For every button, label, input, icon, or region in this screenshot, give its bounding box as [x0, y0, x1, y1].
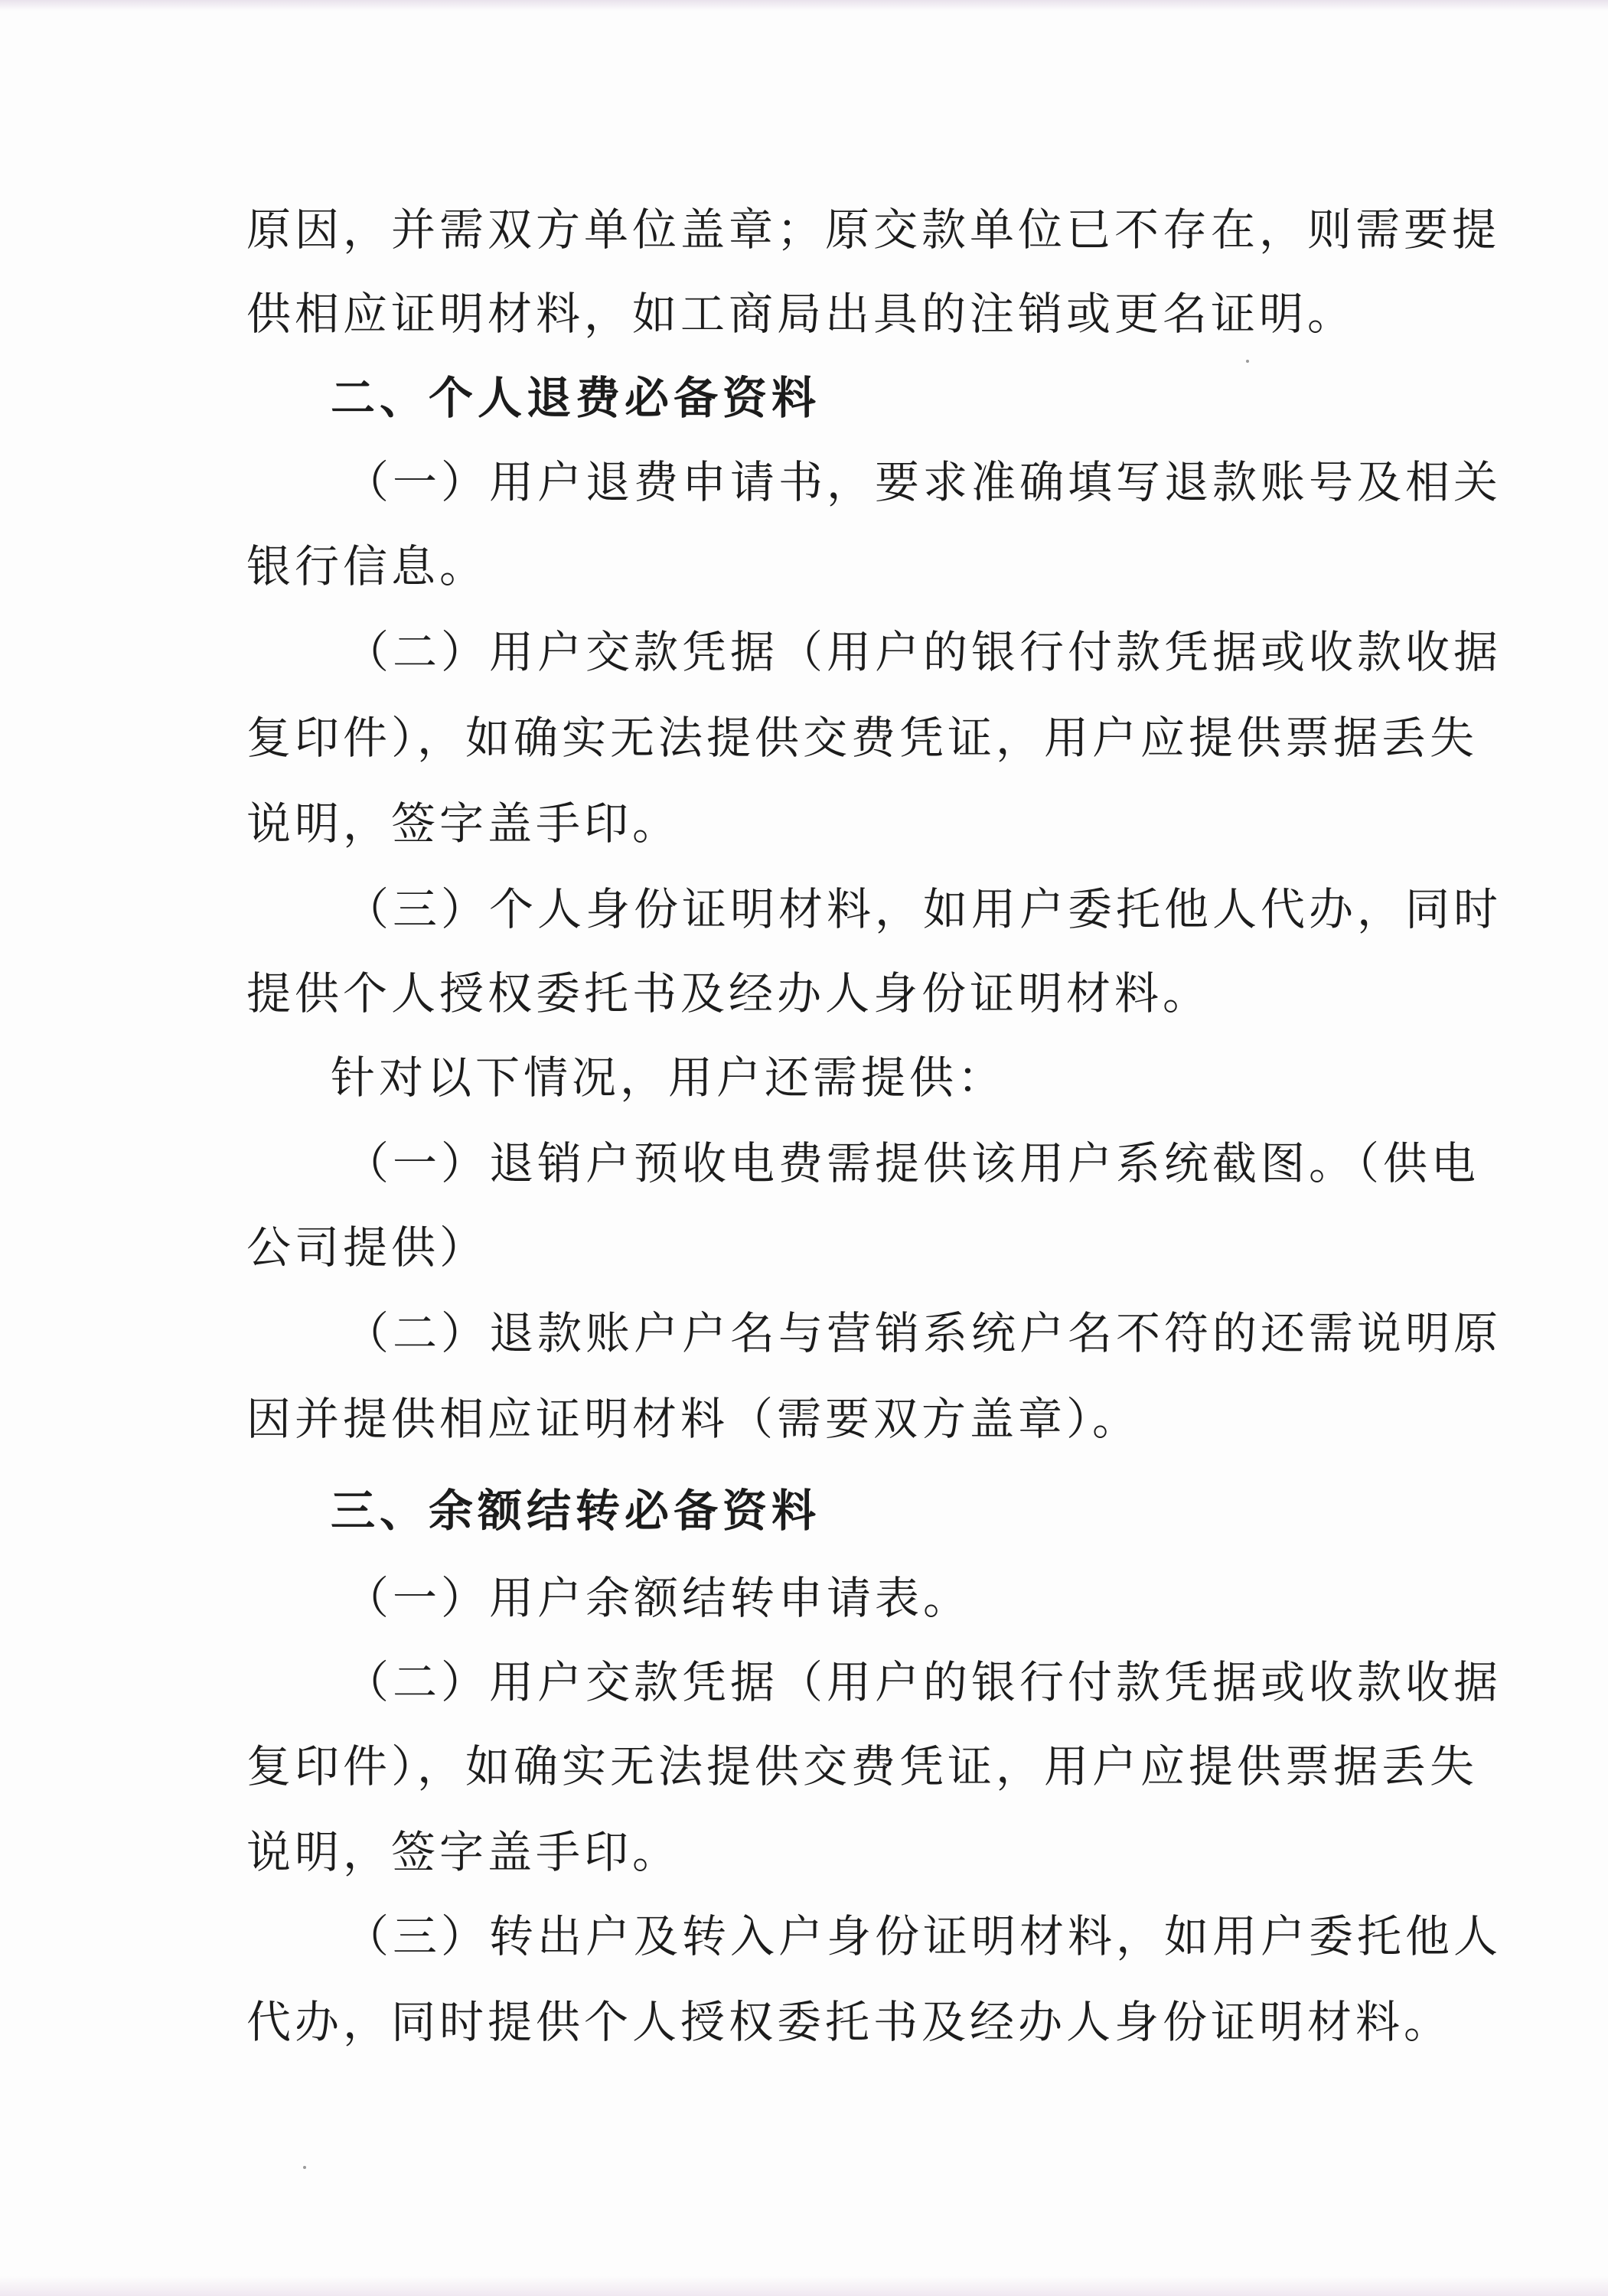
- paragraph-line: （一）退销户预收电费需提供该用户系统截图。（供电: [344, 1137, 1480, 1189]
- paragraph-line: 提供个人授权委托书及经办人身份证明材料。: [246, 967, 1212, 1019]
- paragraph-line: （三）个人身份证明材料，如用户委托他人代办，同时: [344, 883, 1502, 935]
- paragraph-line: 原因，并需双方单位盖章；原交款单位已不存在，则需要提: [246, 204, 1501, 256]
- scan-speck: [303, 2166, 306, 2169]
- section-heading: 二、个人退费必备资料: [331, 372, 821, 424]
- paragraph-line: 复印件），如确实无法提供交费凭证，用户应提供票据丢失: [246, 1740, 1479, 1792]
- paragraph-line: （二）用户交款凭据（用户的银行付款凭据或收款收据: [344, 1656, 1502, 1708]
- paragraph-line: 说明，签字盖手印。: [246, 1826, 681, 1878]
- paragraph-line: 代办，同时提供个人授权委托书及经办人身份证明材料。: [246, 1996, 1453, 2048]
- paragraph-line: 复印件），如确实无法提供交费凭证，用户应提供票据丢失: [246, 712, 1479, 764]
- paragraph-line: 银行信息。: [246, 540, 488, 592]
- section-heading: 三、余额结转必备资料: [331, 1485, 821, 1537]
- scan-edge-bottom: [0, 2276, 1608, 2296]
- paragraph-line: （一）用户余额结转申请表。: [344, 1572, 972, 1624]
- paragraph-line: （三）转出户及转入户身份证明材料，如用户委托他人: [344, 1910, 1502, 1962]
- paragraph-line: （二）退款账户户名与营销系统户名不符的还需说明原: [344, 1307, 1502, 1359]
- paragraph-line: 公司提供）: [246, 1221, 488, 1274]
- paragraph-line: （二）用户交款凭据（用户的银行付款凭据或收款收据: [344, 626, 1502, 678]
- paragraph-line: （一）用户退费申请书，要求准确填写退款账号及相关: [344, 456, 1502, 508]
- paragraph-line: 针对以下情况，用户还需提供：: [331, 1052, 1006, 1104]
- paragraph-line: 因并提供相应证明材料（需要双方盖章）。: [246, 1393, 1141, 1445]
- scan-speck: [1246, 360, 1249, 363]
- scan-edge-top: [0, 0, 1608, 11]
- paragraph-line: 供相应证明材料，如工商局出具的注销或更名证明。: [246, 288, 1356, 340]
- paragraph-line: 说明，签字盖手印。: [246, 797, 681, 850]
